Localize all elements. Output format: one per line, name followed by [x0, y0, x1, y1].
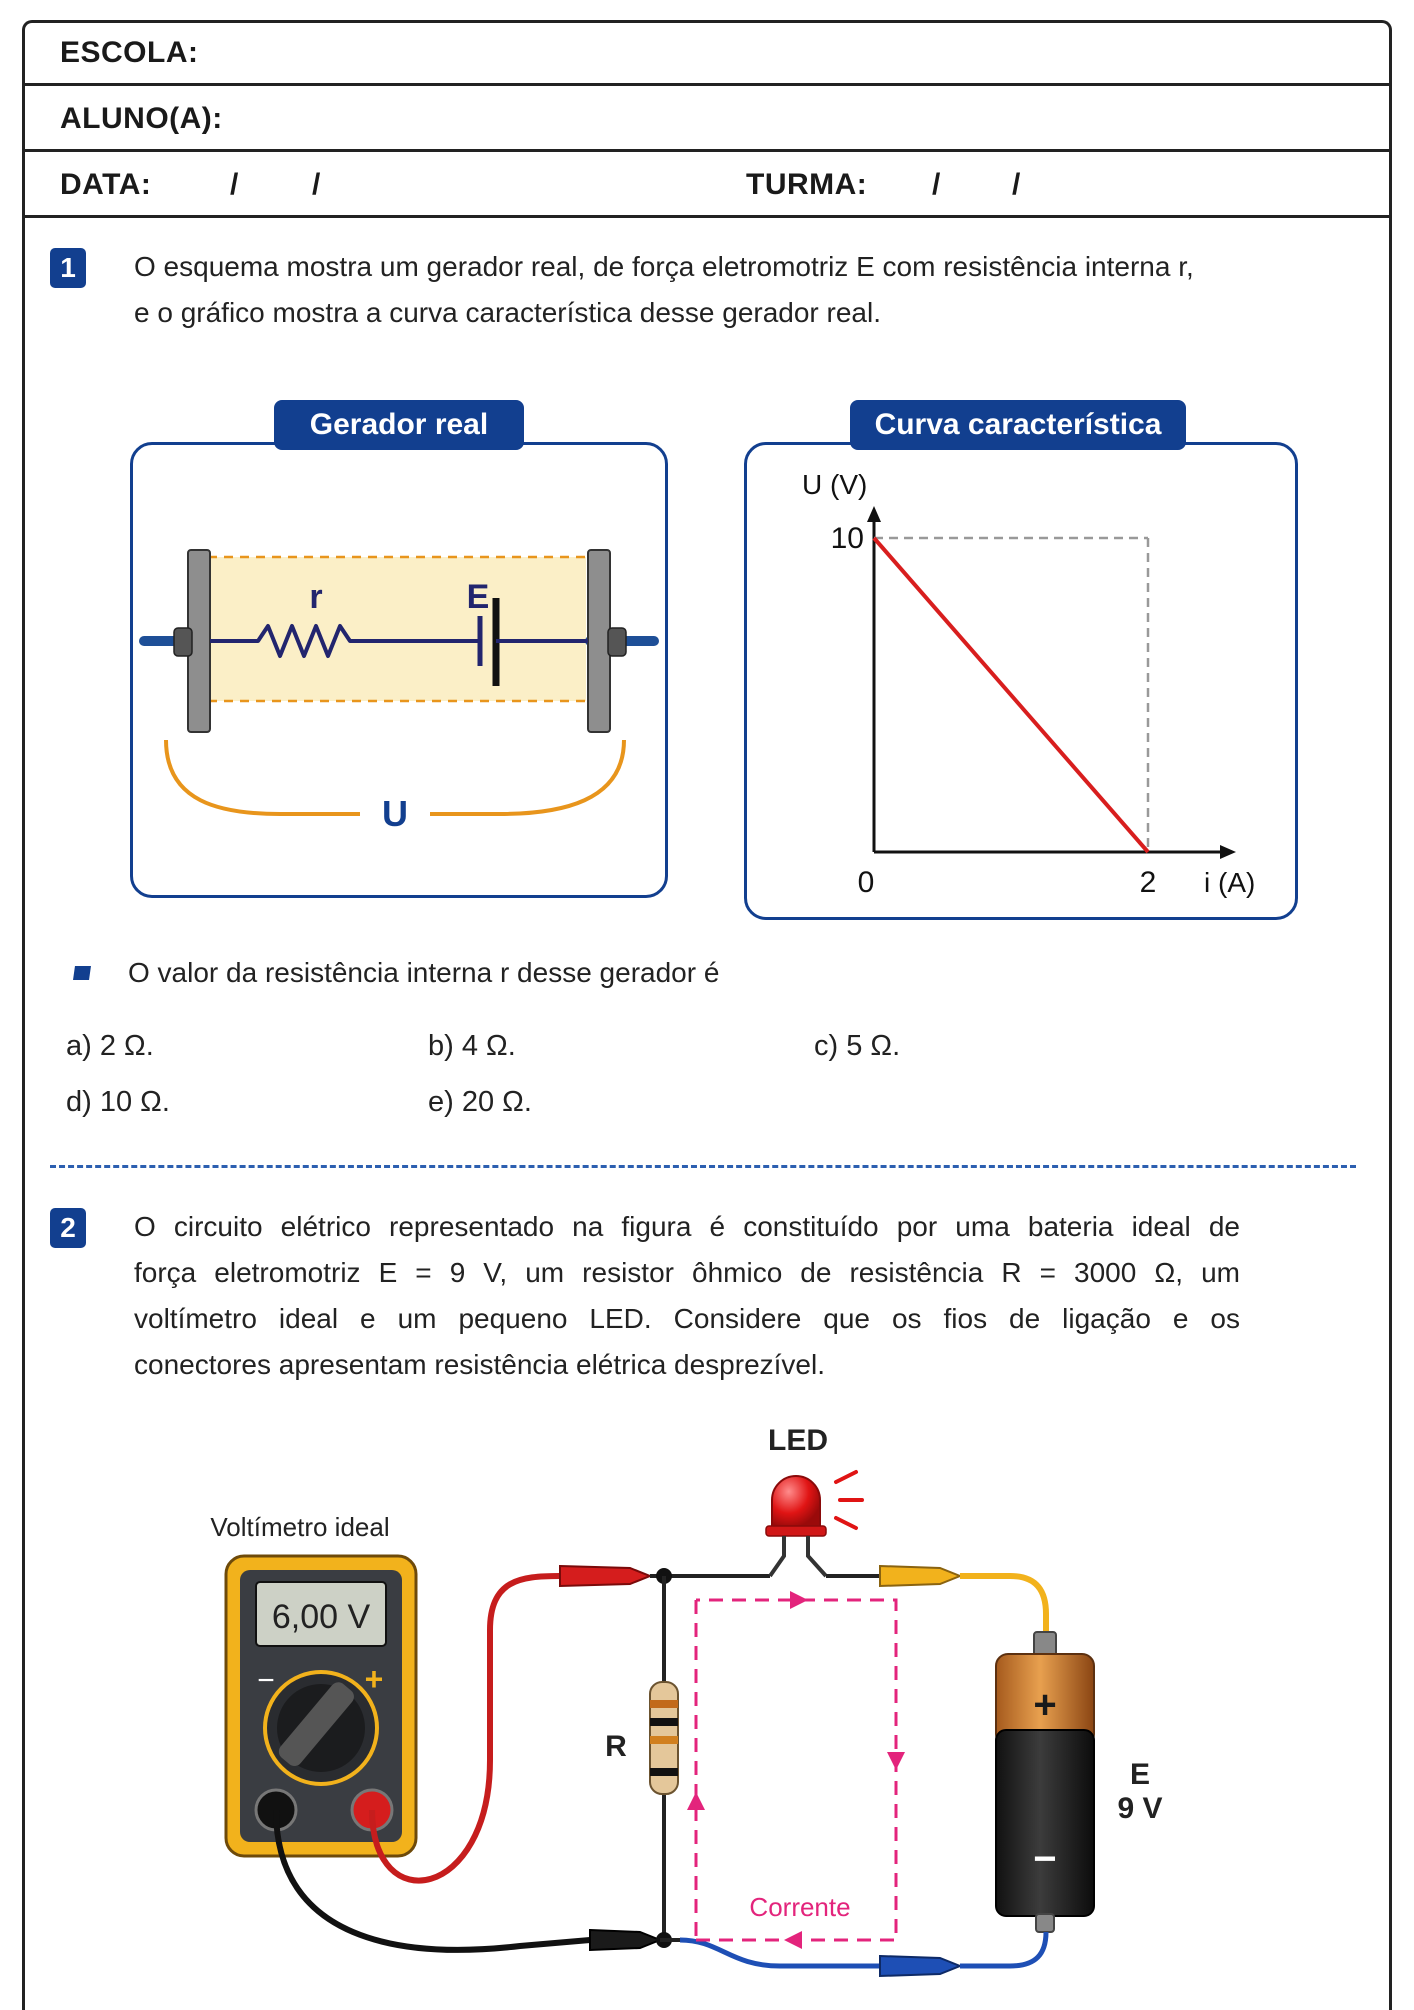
option-e[interactable]: e) 20 Ω. [428, 1086, 532, 1118]
y-tick-label: 10 [830, 522, 864, 555]
battery-negative-terminal [1036, 1914, 1054, 1932]
question-2-line: conectores apresentam resistência elétrica desprezível. [134, 1349, 826, 1380]
battery-plus-sign: + [1033, 1683, 1057, 1727]
x-axis-label: i (A) [1204, 867, 1256, 898]
battery-minus-sign: − [1033, 1837, 1057, 1881]
question-1-number: 1 [50, 248, 86, 288]
student-label: ALUNO(A): [60, 102, 223, 135]
question-2-text [134, 1204, 1240, 1388]
date-class-row [22, 152, 1392, 218]
current-arrow [887, 1752, 905, 1770]
class-slash: / [932, 168, 941, 201]
question-1-text [134, 244, 1354, 336]
option-c[interactable]: c) 5 Ω. [814, 1030, 901, 1062]
red-clip[interactable] [560, 1566, 650, 1586]
x-axis-arrow [1220, 845, 1236, 859]
question-2-line: voltímetro ideal e um pequeno LED. Considere que os fios de ligação e os [134, 1303, 1240, 1334]
blue-wire [680, 1940, 880, 1966]
voltmeter-plus-sign: + [364, 1661, 384, 1697]
right-end-cap [588, 550, 610, 732]
class-label: TURMA: [746, 168, 868, 201]
question-1-prompt: O valor da resistência interna r desse gerador é [128, 957, 720, 988]
label-r: r [309, 578, 323, 616]
label-E: E [466, 578, 490, 616]
bullet-icon [73, 966, 91, 980]
battery-positive-terminal [1034, 1632, 1056, 1656]
y-axis-arrow [867, 506, 881, 522]
school-row [22, 20, 1392, 86]
voltmeter-label: Voltímetro ideal [210, 1512, 390, 1542]
generator-panel-title: Gerador real [274, 400, 524, 450]
curve-panel-title: Curva característica [850, 400, 1186, 450]
section-divider [50, 1165, 1356, 1168]
question-1-line: O esquema mostra um gerador real, de força eletromotriz E com resistência interna r, [134, 251, 1194, 282]
voltmeter-reading: 6,00 V [271, 1598, 371, 1636]
led-bulb [772, 1476, 820, 1528]
student-row [22, 86, 1392, 152]
date-slash: / [230, 168, 239, 201]
battery-voltage-label: 9 V [1117, 1792, 1163, 1825]
current-arrow [790, 1591, 808, 1609]
battery-emf-label: E [1129, 1758, 1151, 1791]
current-arrow [687, 1792, 705, 1810]
u-bracket [166, 740, 360, 814]
yellow-clip[interactable] [880, 1566, 960, 1586]
led-lead [808, 1536, 826, 1576]
question-2-line: O circuito elétrico representado na figura é constituído por uma bateria ideal de [134, 1211, 1240, 1242]
y-axis-label: U (V) [802, 469, 868, 500]
question-2-line: força eletromotriz E = 9 V, um resistor ôhmico de resistência R = 3000 Ω, um [134, 1257, 1240, 1288]
resistor-label: R [605, 1730, 627, 1763]
question-2-number: 2 [50, 1208, 86, 1248]
circuit-illustration [0, 1400, 1414, 2000]
voltmeter-minus-sign: − [257, 1664, 275, 1697]
black-clip[interactable] [590, 1930, 660, 1950]
current-loop [696, 1600, 896, 1940]
option-d[interactable]: d) 10 Ω. [66, 1086, 170, 1118]
led-glow-ray [836, 1472, 856, 1482]
option-b[interactable]: b) 4 Ω. [428, 1030, 516, 1062]
class-slash: / [1012, 168, 1021, 201]
current-arrow [784, 1931, 802, 1949]
school-label: ESCOLA: [60, 36, 199, 69]
led-lead [770, 1536, 784, 1576]
battery-body [996, 1730, 1094, 1916]
led-glow-ray [836, 1518, 856, 1528]
x-tick-label: 2 [1139, 866, 1157, 899]
led-label: LED [768, 1424, 828, 1457]
characteristic-curve-chart [744, 442, 1298, 920]
date-label: DATA: [60, 168, 152, 201]
question-1-line: e o gráfico mostra a curva característica desse gerador real. [134, 297, 882, 328]
current-label: Corrente [749, 1892, 851, 1922]
option-a[interactable]: a) 2 Ω. [66, 1030, 154, 1062]
blue-clip[interactable] [880, 1956, 960, 1976]
yellow-wire [960, 1576, 1046, 1634]
origin-tick-label: 0 [857, 866, 875, 899]
generator-diagram [130, 442, 668, 898]
label-U: U [382, 793, 408, 834]
date-slash: / [312, 168, 321, 201]
series-line [874, 538, 1148, 852]
generator-body [192, 557, 586, 701]
